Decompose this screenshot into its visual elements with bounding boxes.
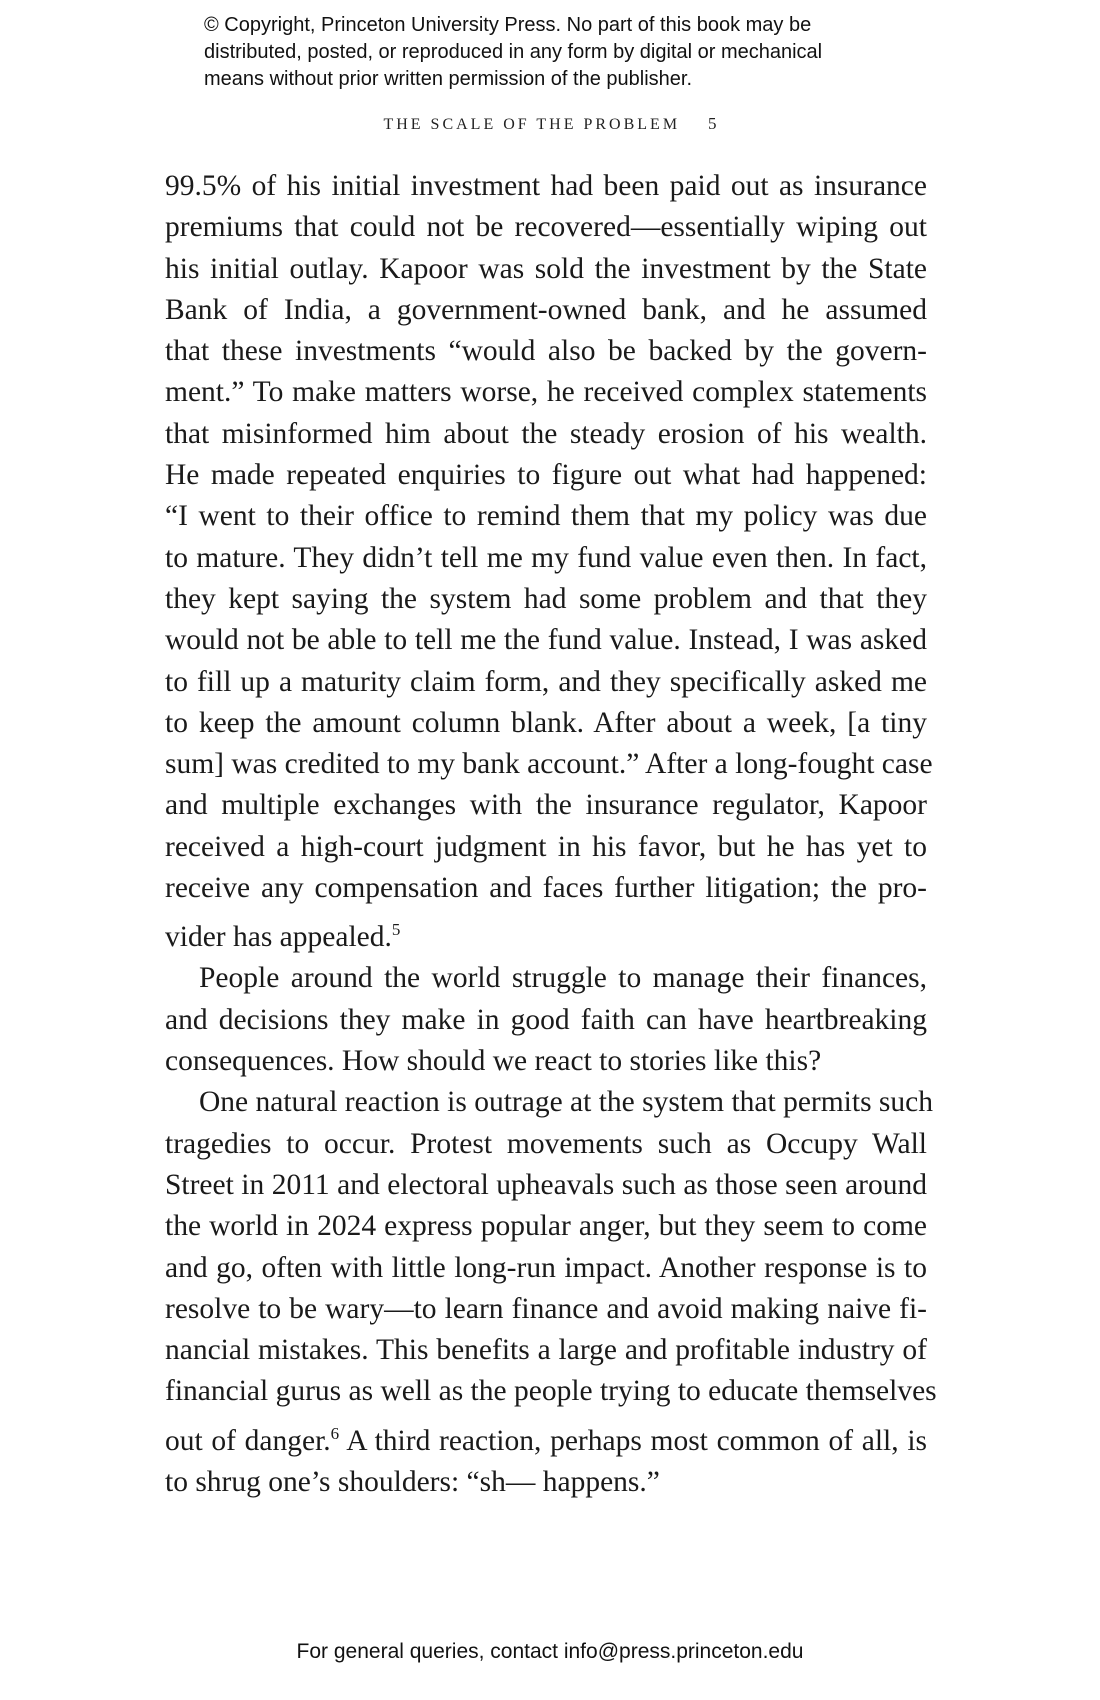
text-line: 99.5% of his initial investment had been paid out as insurance [165, 170, 927, 202]
paragraph [165, 958, 927, 1082]
copyright-line: © Copyright, Princeton University Press. No part of this book may be [204, 14, 812, 36]
text-fragment: vider has appealed. [165, 921, 392, 954]
text-line: to shrug one’s shoulders: “sh— happens.” [165, 1465, 660, 1498]
text-line: He made repeated enquiries to figure out what had happened: [165, 459, 927, 492]
copyright-line: distributed, posted, or reproduced in any form by digital or mechanical [204, 41, 823, 63]
text-line: the world in 2024 express popular anger, but they seem to come [165, 1210, 927, 1243]
text-line: they kept saying the system had some problem and that they [165, 582, 927, 615]
text-line: resolve to be wary—to learn finance and avoid making naive fi- [165, 1292, 927, 1325]
body-text [165, 166, 937, 1503]
copyright-line: means without prior written permission of the publisher. [204, 68, 693, 90]
text-line [165, 909, 927, 958]
footnote-marker[interactable]: 6 [330, 1423, 340, 1443]
paragraph [165, 1082, 937, 1503]
text-line: consequences. How should we react to stories like this? [165, 1045, 822, 1078]
text-line: “I went to their office to remind them that my policy was due [165, 500, 927, 533]
text-line: premiums that could not be recovered—essentially wiping out [165, 211, 927, 244]
text-fragment: out of danger. [165, 1424, 331, 1457]
text-line: that these investments “would also be backed by the govern- [165, 335, 927, 368]
text-line: and decisions they make in good faith can have heartbreaking [165, 1003, 927, 1036]
text-line: Bank of India, a government-owned bank, and he assumed [165, 293, 927, 326]
text-line: and multiple exchanges with the insurance regulator, Kapoor [165, 789, 927, 822]
copyright-notice [204, 12, 964, 93]
text-line: One natural reaction is outrage at the system that permits such [199, 1086, 933, 1119]
text-line: ment.” To make matters worse, he received complex statements [165, 376, 927, 409]
text-line: received a high-court judgment in his favor, but he has yet to [165, 830, 927, 863]
text-line [165, 1413, 927, 1462]
text-line: would not be able to tell me the fund value. Instead, I was asked [165, 624, 927, 657]
text-line: to mature. They didn’t tell me my fund value even then. In fact, [165, 541, 927, 574]
text-line: his initial outlay. Kapoor was sold the investment by the State [165, 252, 927, 285]
text-line: tragedies to occur. Protest movements such as Occupy Wall [165, 1127, 927, 1160]
text-line: that misinformed him about the steady erosion of his wealth. [165, 417, 927, 450]
text-line: sum] was credited to my bank account.” After a long-fought case [165, 748, 933, 781]
page-number: 5 [708, 114, 717, 133]
text-line: financial gurus as well as the people trying to educate themselves [165, 1375, 937, 1408]
text-line: nancial mistakes. This benefits a large and profitable industry of [165, 1334, 927, 1367]
text-line: People around the world struggle to manage their finances, [199, 962, 927, 995]
text-line: to fill up a maturity claim form, and they specifically asked me [165, 665, 927, 698]
paragraph [165, 166, 933, 958]
text-fragment: A third reaction, perhaps most common of all, is [339, 1424, 927, 1457]
footer-contact: For general queries, contact info@press.princeton.edu [296, 1640, 804, 1663]
footnote-marker[interactable]: 5 [391, 920, 401, 940]
text-line: receive any compensation and faces further litigation; the pro- [165, 872, 927, 905]
text-line: and go, often with little long-run impact. Another response is to [165, 1251, 927, 1284]
running-head [0, 114, 1100, 134]
text-line: to keep the amount column blank. After about a week, [a tiny [165, 706, 927, 739]
text-line: Street in 2011 and electoral upheavals such as those seen around [165, 1168, 927, 1201]
chapter-title: THE SCALE OF THE PROBLEM [383, 116, 681, 133]
